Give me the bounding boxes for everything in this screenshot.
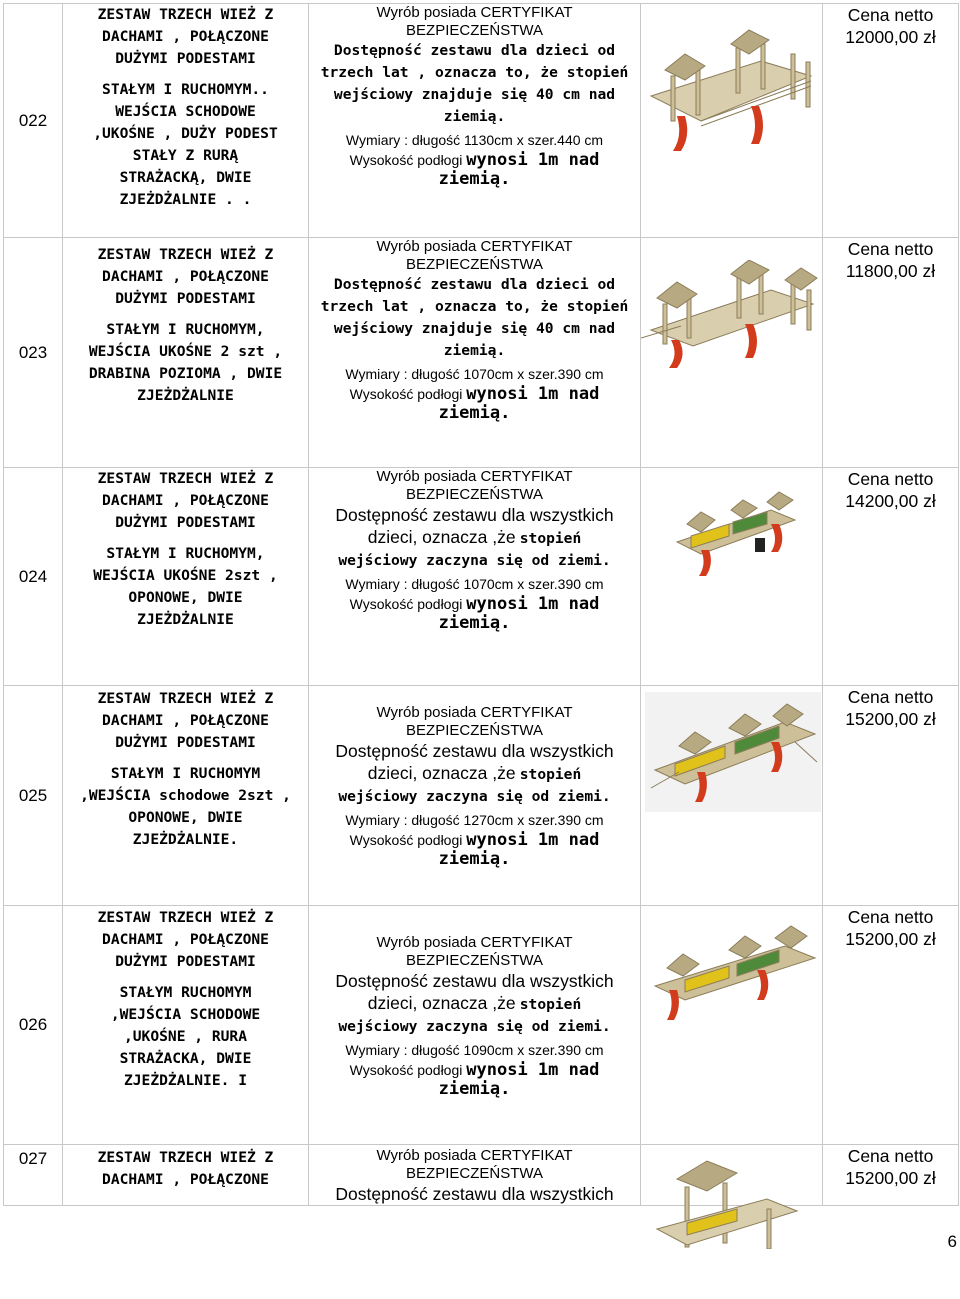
name-line: DACHAMI , POŁĄCZONE: [102, 28, 269, 45]
name-line: DACHAMI , POŁĄCZONE: [102, 931, 269, 948]
name-line: STAŁYM RUCHOMYM: [119, 984, 252, 1001]
floor-height-label: Wysokość podłogi: [349, 832, 463, 848]
product-row: [4, 468, 959, 686]
floor-height-value: wynosi 1m nad: [466, 1060, 600, 1080]
price-cell: [823, 468, 959, 686]
name-line: ZJEŻDŻALNIE: [137, 611, 234, 628]
price-label: Cena netto: [847, 469, 934, 489]
certificate-line: Wyrób posiada CERTYFIKAT: [376, 238, 573, 255]
availability-line: dzieci, oznacza ,że: [367, 527, 516, 547]
certificate-line: BEZPIECZEŃSTWA: [406, 486, 543, 503]
name-line: DUŻYMI PODESTAMI: [115, 514, 256, 531]
floor-height-end: ziemią.: [438, 1079, 511, 1099]
product-row: [4, 1145, 959, 1206]
certificate-line: Wyrób posiada CERTYFIKAT: [376, 704, 573, 721]
certificate-line: Wyrób posiada CERTYFIKAT: [376, 1147, 573, 1164]
dimensions-line: Wymiary : długość 1270cm x szer.390 cm: [345, 812, 604, 828]
availability-line: wejściowy znajduje się 40 cm nad: [333, 320, 616, 337]
product-row: [4, 238, 959, 468]
name-line: ,WEJŚCIA SCHODOWE: [110, 1006, 261, 1023]
name-line: STAŁYM I RUCHOMYM: [110, 765, 261, 782]
page-number: 6: [947, 1232, 957, 1251]
name-line: DACHAMI , POŁĄCZONE: [102, 712, 269, 729]
name-line: DRABINA POZIOMA , DWIE: [88, 365, 283, 382]
price-label: Cena netto: [847, 239, 934, 259]
name-line: STAŁYM I RUCHOMYM,: [106, 321, 265, 338]
name-line: WEJŚCIA UKOŚNE 2szt ,: [93, 567, 278, 584]
name-line: DACHAMI , POŁĄCZONE: [102, 1171, 269, 1188]
price-value: 14200,00 zł: [845, 491, 936, 511]
name-line: STAŁY Z RURĄ: [132, 147, 239, 164]
availability-bold: stopień: [519, 996, 582, 1013]
name-line: ZESTAW TRZECH WIEŻ Z: [97, 470, 274, 487]
product-image-cell: [641, 906, 823, 1145]
name-line: ,UKOŚNE , RURA: [123, 1028, 247, 1045]
name-line: ,WEJŚCIA schodowe 2szt ,: [80, 787, 291, 804]
certificate-line: Wyrób posiada CERTYFIKAT: [376, 468, 573, 485]
availability-line: Dostępność zestawu dla wszystkich: [335, 971, 614, 991]
availability-line: trzech lat , oznacza to, że stopień: [320, 298, 629, 315]
certificate-line: BEZPIECZEŃSTWA: [406, 22, 543, 39]
product-name: [63, 4, 309, 238]
product-number: 026: [4, 906, 63, 1145]
name-line: WEJŚCIA SCHODOWE: [115, 103, 256, 120]
certificate-line: BEZPIECZEŃSTWA: [406, 722, 543, 739]
name-line: OPONOWE, DWIE: [128, 809, 243, 826]
availability-line: Dostępność zestawu dla wszystkich: [335, 741, 614, 761]
name-line: ZJEŻDŻALNIE . .: [119, 191, 252, 208]
certificate-line: Wyrób posiada CERTYFIKAT: [376, 934, 573, 951]
product-description: [309, 468, 641, 686]
playground-image: [641, 260, 821, 370]
availability-bold: stopień: [519, 766, 582, 783]
dimensions-line: Wymiary : długość 1070cm x szer.390 cm: [345, 366, 604, 382]
name-line: STAŁYM I RUCHOMYM..: [102, 81, 269, 98]
availability-bold: stopień: [519, 530, 582, 547]
floor-height-value: wynosi 1m nad: [466, 594, 600, 614]
product-name: [63, 468, 309, 686]
name-line: OPONOWE, DWIE: [128, 589, 243, 606]
availability-line: trzech lat , oznacza to, że stopień: [320, 64, 629, 81]
certificate-line: BEZPIECZEŃSTWA: [406, 256, 543, 273]
price-cell: [823, 238, 959, 468]
name-line: WEJŚCIA UKOŚNE 2 szt ,: [88, 343, 283, 360]
product-name: [63, 1145, 309, 1206]
name-line: STAŁYM I RUCHOMYM,: [106, 545, 265, 562]
playground-image: [645, 692, 821, 812]
dimensions-line: Wymiary : długość 1070cm x szer.390 cm: [345, 576, 604, 592]
product-description: [309, 4, 641, 238]
name-line: DUŻYMI PODESTAMI: [115, 734, 256, 751]
availability-line: Dostępność zestawu dla dzieci od: [333, 276, 616, 293]
price-value: 15200,00 zł: [845, 709, 936, 729]
availability-line: wejściowy zaczyna się od ziemi.: [338, 552, 611, 569]
floor-height-value: wynosi 1m nad: [466, 384, 600, 404]
availability-line: Dostępność zestawu dla wszystkich: [335, 505, 614, 525]
availability-line: Dostępność zestawu dla dzieci od: [333, 42, 616, 59]
name-line: STRAŻACKA, DWIE: [119, 1050, 252, 1067]
floor-height-value: wynosi 1m nad: [466, 830, 600, 850]
name-line: ZJEŻDŻALNIE. I: [123, 1072, 247, 1089]
name-line: DUŻYMI PODESTAMI: [115, 953, 256, 970]
name-line: ZESTAW TRZECH WIEŻ Z: [97, 909, 274, 926]
name-line: STRAŻACKĄ, DWIE: [119, 169, 252, 186]
name-line: ,UKOŚNE , DUŻY PODEST: [93, 125, 278, 142]
name-line: ZESTAW TRZECH WIEŻ Z: [97, 1149, 274, 1166]
availability-line: dzieci, oznacza ,że: [367, 763, 516, 783]
floor-height-end: ziemią.: [438, 169, 511, 189]
price-value: 15200,00 zł: [845, 929, 936, 949]
price-label: Cena netto: [847, 907, 934, 927]
certificate-line: BEZPIECZEŃSTWA: [406, 1165, 543, 1182]
product-image-cell: [641, 238, 823, 468]
name-line: ZESTAW TRZECH WIEŻ Z: [97, 246, 274, 263]
playground-image: [645, 924, 821, 1024]
floor-height-end: ziemią.: [438, 613, 511, 633]
availability-line: dzieci, oznacza ,że: [367, 993, 516, 1013]
floor-height-label: Wysokość podłogi: [349, 152, 463, 168]
price-label: Cena netto: [847, 1146, 934, 1166]
availability-line: wejściowy zaczyna się od ziemi.: [338, 1018, 611, 1035]
availability-line: wejściowy znajduje się 40 cm nad: [333, 86, 616, 103]
name-line: ZJEŻDŻALNIE.: [132, 831, 239, 848]
playground-image: [641, 26, 821, 156]
availability-line: ziemią.: [443, 108, 506, 125]
certificate-line: BEZPIECZEŃSTWA: [406, 952, 543, 969]
name-line: DACHAMI , POŁĄCZONE: [102, 492, 269, 509]
name-line: ZESTAW TRZECH WIEŻ Z: [97, 6, 274, 23]
name-line: DUŻYMI PODESTAMI: [115, 290, 256, 307]
product-image-cell: [641, 686, 823, 906]
product-name: [63, 686, 309, 906]
availability-line: Dostępność zestawu dla wszystkich: [335, 1184, 614, 1204]
product-description: [309, 1145, 641, 1206]
product-name: [63, 238, 309, 468]
dimensions-line: Wymiary : długość 1130cm x szer.440 cm: [345, 132, 604, 148]
product-row: [4, 686, 959, 906]
product-number: 027: [4, 1145, 63, 1206]
price-cell: [823, 4, 959, 238]
name-line: DACHAMI , POŁĄCZONE: [102, 268, 269, 285]
price-label: Cena netto: [847, 687, 934, 707]
product-description: [309, 238, 641, 468]
availability-line: ziemią.: [443, 342, 506, 359]
playground-image: [647, 1149, 817, 1249]
product-number: 023: [4, 238, 63, 468]
price-value: 12000,00 zł: [845, 27, 936, 47]
product-image-cell: [641, 4, 823, 238]
product-number: 025: [4, 686, 63, 906]
price-cell: [823, 686, 959, 906]
availability-line: wejściowy zaczyna się od ziemi.: [338, 788, 611, 805]
product-row: [4, 4, 959, 238]
playground-image: [671, 488, 801, 578]
name-line: ZJEŻDŻALNIE: [137, 387, 234, 404]
dimensions-line: Wymiary : długość 1090cm x szer.390 cm: [345, 1042, 604, 1058]
price-value: 11800,00 zł: [845, 261, 936, 281]
product-description: [309, 686, 641, 906]
product-number: 024: [4, 468, 63, 686]
product-number: 022: [4, 4, 63, 238]
name-line: ZESTAW TRZECH WIEŻ Z: [97, 690, 274, 707]
product-row: [4, 906, 959, 1145]
price-cell: [823, 1145, 959, 1206]
price-cell: [823, 906, 959, 1145]
product-description: [309, 906, 641, 1145]
floor-height-label: Wysokość podłogi: [349, 1062, 463, 1078]
floor-height-label: Wysokość podłogi: [349, 596, 463, 612]
floor-height-end: ziemią.: [438, 849, 511, 869]
product-name: [63, 906, 309, 1145]
certificate-line: Wyrób posiada CERTYFIKAT: [376, 4, 573, 21]
price-label: Cena netto: [847, 5, 934, 25]
price-value: 15200,00 zł: [845, 1168, 936, 1188]
catalog-table: [3, 3, 959, 1206]
floor-height-end: ziemią.: [438, 403, 511, 423]
name-line: DUŻYMI PODESTAMI: [115, 50, 256, 67]
floor-height-value: wynosi 1m nad: [466, 150, 600, 170]
product-image-cell: [641, 468, 823, 686]
floor-height-label: Wysokość podłogi: [349, 386, 463, 402]
product-image-cell: [641, 1145, 823, 1206]
